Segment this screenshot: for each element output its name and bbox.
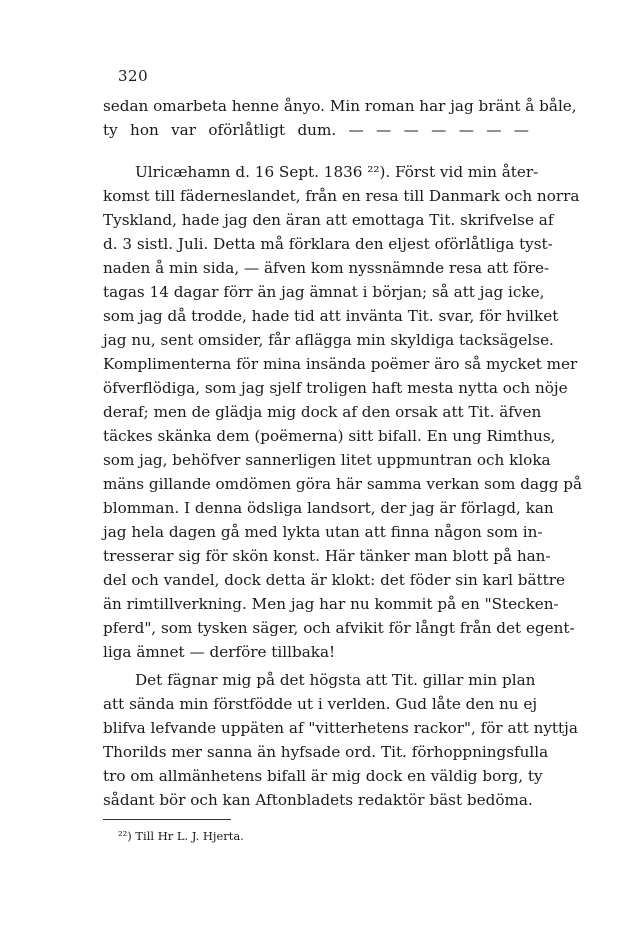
text-line: Thorilds mer sanna än hyfsade ord. Tit. förhoppningsfulla	[103, 743, 549, 761]
text-line: pferd", som tysken säger, och afvikit för långt från det egent-	[103, 619, 575, 637]
text-line: Det fägnar mig på det högsta att Tit. gillar min plan	[135, 671, 536, 689]
text-line: del och vandel, dock detta är klokt: det föder sin karl bättre	[103, 571, 565, 589]
text-line: sådant bör och kan Aftonbladets redaktör bäst bedöma.	[103, 791, 533, 809]
text-line: tagas 14 dagar förr än jag ämnat i början; så att jag icke,	[103, 283, 545, 301]
text-line: sedan omarbeta henne ånyo. Min roman har jag bränt å båle,	[103, 97, 577, 115]
footnote-divider	[103, 819, 231, 820]
text-line: jag nu, sent omsider, får aflägga min skyldiga tacksägelse.	[103, 331, 554, 349]
text-line: Komplimenterna för mina insända poëmer äro så mycket mer	[103, 355, 578, 373]
footnote: ²²) Till Hr L. J. Hjerta.	[118, 829, 244, 843]
text-line: ty hon var oförlåtligt dum. — — — — — — —	[103, 121, 529, 139]
text-line: deraf; men de glädja mig dock af den orsak att Tit. äfven	[103, 403, 542, 421]
text-line: komst till fäderneslandet, från en resa till Danmark och norra	[103, 187, 580, 205]
text-line: blifva lefvande uppäten af "vitterhetens rackor", för att nyttja	[103, 719, 578, 737]
text-line: som jag, behöfver sannerligen litet uppmuntran och kloka	[103, 451, 551, 469]
text-line: än rimtillverkning. Men jag har nu kommit på en "Stecken-	[103, 595, 559, 613]
text-line: mäns gillande omdömen göra här samma verkan som dagg på	[103, 475, 583, 493]
text-line: Ulricæhamn d. 16 Sept. 1836 ²²). Först vid min åter-	[135, 163, 539, 181]
text-line: Tyskland, hade jag den äran att emottaga Tit. skrifvelse af	[103, 211, 554, 229]
text-line: liga ämnet — derföre tillbaka!	[103, 643, 336, 661]
page-number: 320	[118, 67, 149, 85]
text-line: att sända min förstfödde ut i verlden. Gud låte den nu ej	[103, 695, 538, 713]
text-line: tresserar sig för skön konst. Här tänker man blott på han-	[103, 547, 551, 565]
text-line: täckes skänka dem (poëmerna) sitt bifall. En ung Rimthus,	[103, 427, 556, 445]
text-line: tro om allmänhetens bifall är mig dock en väldig borg, ty	[103, 767, 543, 785]
text-line: d. 3 sistl. Juli. Detta må förklara den eljest oförlåtliga tyst-	[103, 235, 553, 253]
text-line: blomman. I denna ödsliga landsort, der jag är förlagd, kan	[103, 499, 554, 517]
text-line: öfverflödiga, som jag sjelf troligen haft mesta nytta och nöje	[103, 379, 568, 397]
text-line: som jag då trodde, hade tid att invänta Tit. svar, för hvilket	[103, 307, 559, 325]
text-line: jag hela dagen gå med lykta utan att finna någon som in-	[103, 523, 543, 541]
text-line: naden å min sida, — äfven kom nyssnämnde resa att före-	[103, 259, 550, 277]
